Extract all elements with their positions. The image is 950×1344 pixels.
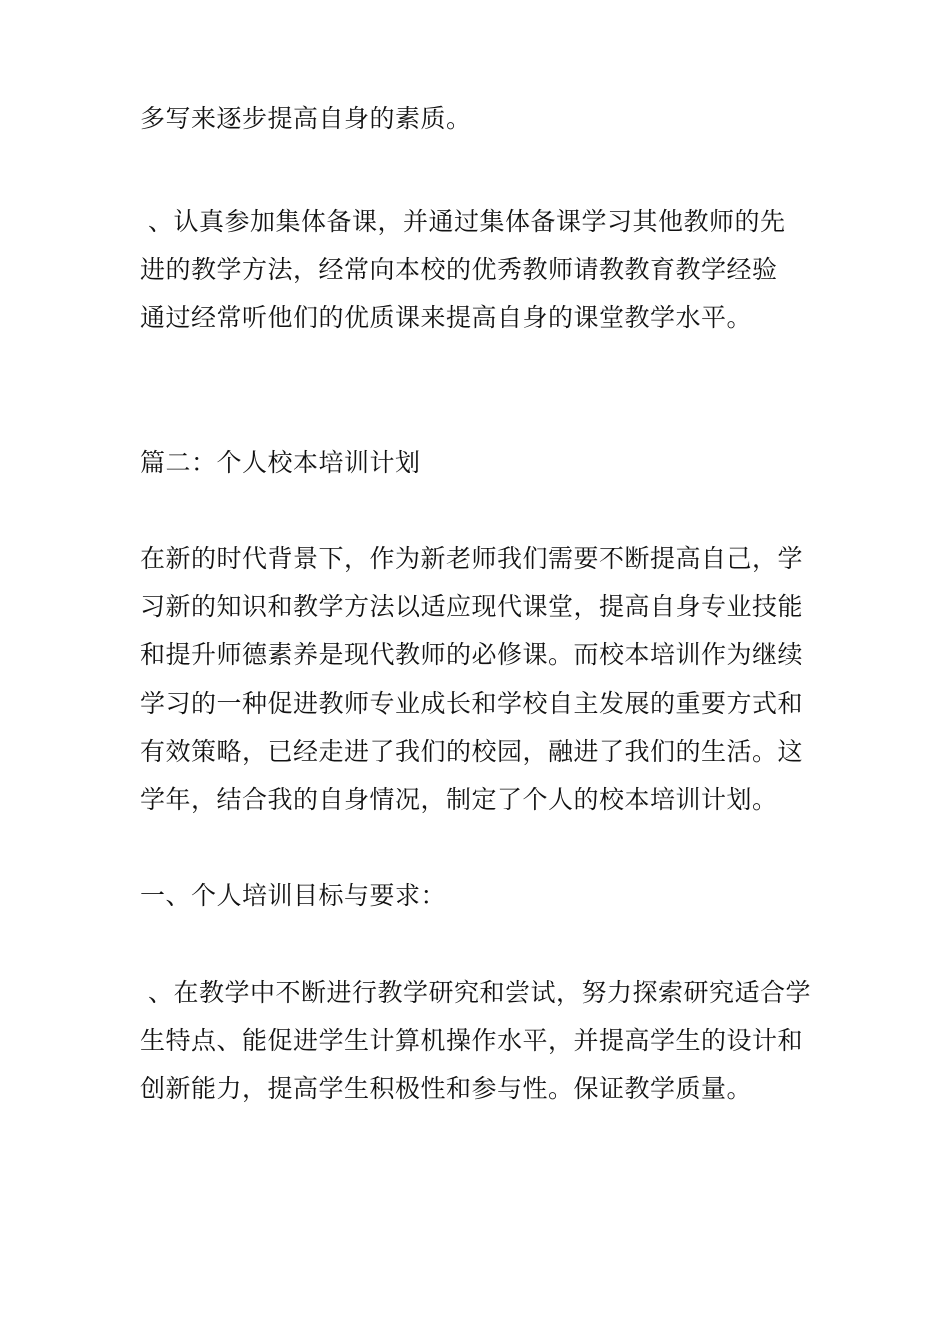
- paragraph-background-line-4: 学习的一种促进教师专业成长和学校自主发展的重要方式和: [140, 689, 804, 718]
- paragraph-background-line-5: 有效策略，已经走进了我们的校园，融进了我们的生活。这: [140, 737, 804, 766]
- paragraph-background-line-3: 和提升师德素养是现代教师的必修课。而校本培训作为继续: [140, 640, 804, 669]
- paragraph-collective-line-3: 通过经常听他们的优质课来提高自身的课堂教学水平。: [140, 303, 753, 332]
- paragraph-background-line-2: 习新的知识和教学方法以适应现代课堂，提高自身专业技能: [140, 592, 804, 621]
- subheading-goals: 一、个人培训目标与要求：: [140, 881, 447, 910]
- paragraph-goal-one-line-1: 、在教学中不断进行教学研究和尝试，努力探索研究适合学: [148, 978, 812, 1007]
- paragraph-background-line-1: 在新的时代背景下，作为新老师我们需要不断提高自己，学: [140, 544, 804, 573]
- paragraph-collective-line-2: 进的教学方法，经常向本校的优秀教师请教教育教学经验: [140, 255, 778, 284]
- paragraph-goal-one-line-2: 生特点、能促进学生计算机操作水平，并提高学生的设计和: [140, 1026, 804, 1055]
- paragraph-goal-one-line-3: 创新能力，提高学生积极性和参与性。保证教学质量。: [140, 1074, 753, 1103]
- section-heading: 篇二：个人校本培训计划: [140, 448, 421, 477]
- paragraph-collective-line-1: 、认真参加集体备课，并通过集体备课学习其他教师的先: [148, 207, 786, 236]
- paragraph-intro-end-line-1: 多写来逐步提高自身的素质。: [140, 104, 472, 133]
- paragraph-background-line-6: 学年，结合我的自身情况，制定了个人的校本培训计划。: [140, 785, 778, 814]
